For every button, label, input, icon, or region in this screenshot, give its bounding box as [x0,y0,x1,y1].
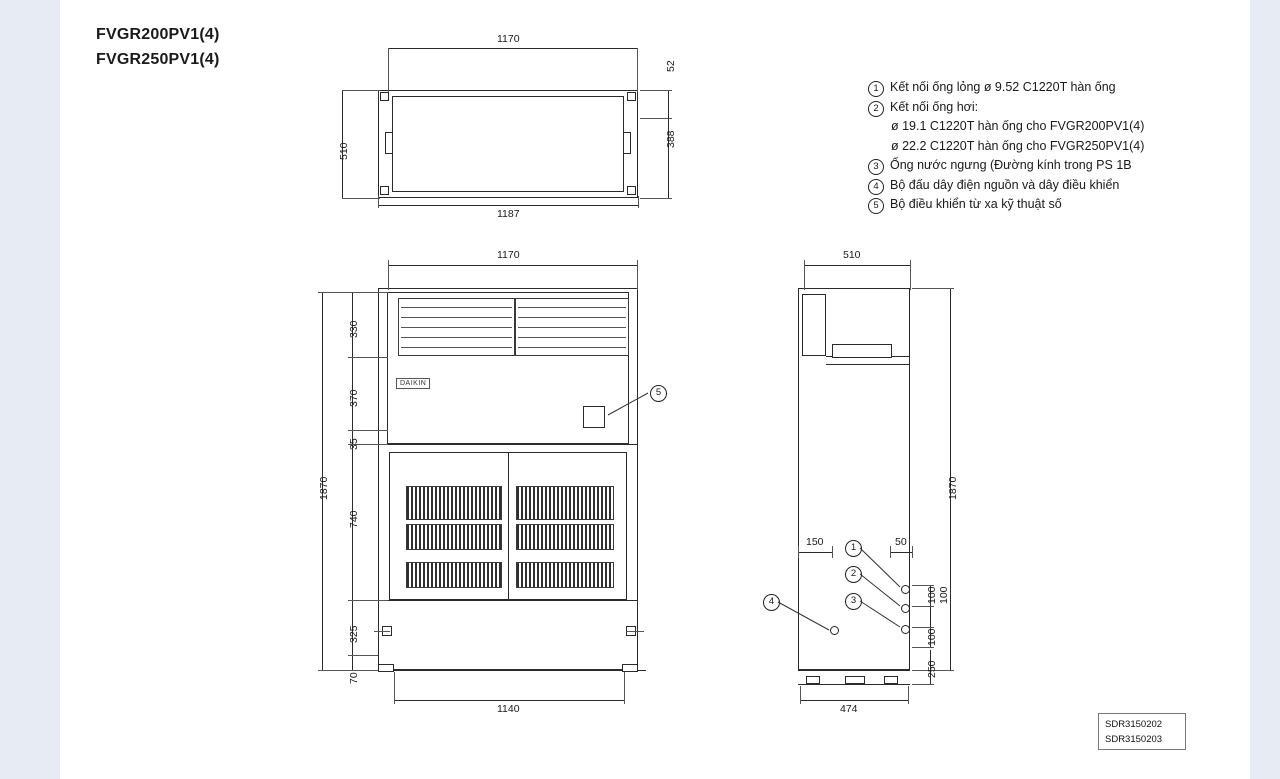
balloon-3-side: 3 [845,593,862,610]
side-view-foot-base-line [798,684,910,685]
top-dim-1170-line [388,48,638,49]
top-dim-52-label: 52 [665,60,677,72]
side-view-coil [802,294,826,356]
front-dim-1170-label: 1170 [497,249,520,261]
callout-number-5: 5 [868,198,884,214]
top-dim-388-ext-b [640,198,672,199]
side-dim-510-ext-l [804,260,805,290]
top-view-handle-left [385,132,393,154]
legend-item-1 [868,78,1198,98]
side-dim-510-line [804,265,910,266]
front-view-louver-block [398,298,515,356]
side-chain-tick-606 [912,606,934,607]
side-dim-1870-ext-t [912,288,954,289]
top-dim-510-ext-t [342,90,380,91]
front-view-louver-block-2 [515,298,629,356]
side-dim-50-line [890,552,912,553]
front-dim-740-label: 740 [348,510,360,528]
side-dim-250-ext-b [912,684,934,685]
legend-item-1-text: Kết nối ống lỏng ø 9.52 C1220T hàn ống [890,80,1116,94]
balloon-5-front: 5 [650,385,667,402]
front-view-grille-right-2 [516,524,614,550]
side-chain-tick-647 [912,647,934,648]
side-view-foot-left [806,676,820,684]
front-dim-1870-label: 1870 [318,476,330,500]
side-dim-510-ext-r [910,260,911,290]
side-dim-150-ext-r [832,546,833,558]
front-dim-1870-ext-t [318,292,352,293]
top-view-bracket-tr [627,92,636,101]
side-view-foot-right [884,676,898,684]
legend-item-2-sub-1: ø 19.1 C1220T hàn ống cho FVGR200PV1(4) [891,119,1145,133]
top-dim-1170-ext-l [388,48,389,92]
balloon-1-side: 1 [845,540,862,557]
side-dim-50-ext-l [890,546,891,558]
top-view-inner-panel [392,96,624,192]
side-dim-100-c-label: 100 [926,628,938,646]
drawing-code-box [1098,713,1186,750]
front-view-base-pad-right [622,664,638,672]
top-dim-510-ext-b [342,198,380,199]
side-dim-150-label: 150 [806,536,824,548]
callout-number-2: 2 [868,101,884,117]
front-dim-1140-label: 1140 [497,703,520,715]
legend-item-4 [868,176,1198,196]
top-view-bracket-bl [380,186,389,195]
top-dim-52-line [668,90,669,118]
front-dim-1170-line [388,265,638,266]
side-view-inner-plate [832,344,892,358]
top-view-bracket-tl [380,92,389,101]
front-view-grille-right-3 [516,562,614,588]
front-dim-1870-ext-b [318,670,352,671]
front-dim-chain-line [352,292,353,670]
front-dim-1140-line [394,700,624,701]
front-chain-tick-357 [348,357,388,358]
side-dim-1870-label: 1870 [947,476,959,500]
side-dim-150-line [798,552,832,553]
front-dim-325-label: 325 [348,625,360,643]
side-dim-474-line [800,700,908,701]
side-dim-150-ext-l [798,546,799,558]
legend-item-3-text: Ống nước ngưng (Đường kính trong PS 1B [890,158,1132,172]
balloon-2-side: 2 [845,566,862,583]
front-dim-35-label: 35 [348,438,360,450]
front-view-grille-right-1 [516,486,614,520]
side-dim-474-ext-r [908,686,909,704]
side-dim-50-label: 50 [895,536,907,548]
front-view-remote-controller [583,406,605,428]
drawing-code-1: SDR3150202 [1105,719,1163,730]
callout-number-1: 1 [868,81,884,97]
front-chain-tick-670 [348,670,378,671]
front-view-foot-line [370,670,646,671]
legend-list [868,78,1198,215]
legend-item-4-text: Bộ đấu dây điện nguồn và dây điều khiển [890,177,1120,192]
front-view-grille-left-3 [406,562,502,588]
model-title-block [96,22,220,72]
top-dim-1187-ext-r [638,196,639,208]
model-name-1: FVGR200PV1(4) [96,26,220,43]
side-dim-100-a-label: 100 [926,586,938,604]
front-dim-1170-ext-r [637,260,638,290]
legend-item-3 [868,156,1198,176]
legend-item-5 [868,195,1198,215]
legend-item-2-text: Kết nối ống hơi: [890,99,979,114]
legend-item-2 [868,98,1198,118]
front-dim-330-label: 330 [348,320,360,338]
front-dim-70-label: 70 [348,672,360,684]
legend-item-2-sub-2: ø 22.2 C1220T hàn ống cho FVGR250PV1(4) [891,138,1145,153]
top-view-bracket-br [627,186,636,195]
front-view-grille-left-2 [406,524,502,550]
connection-point-gas [901,604,910,613]
side-view-shelf-2 [826,364,910,365]
front-dim-1140-ext-l [394,672,395,704]
model-name-2: FVGR250PV1(4) [96,51,220,68]
front-view-base-line [378,600,638,601]
front-view-divider-35 [378,444,638,445]
side-dim-100-b-label: 100 [938,586,950,604]
front-view-grille-left-1 [406,486,502,520]
side-view-foot-mid [845,676,865,684]
top-dim-510-label: 510 [338,142,350,160]
drawing-code-2: SDR3150203 [1105,734,1163,745]
front-view-base-pad-left [378,664,394,672]
callout-number-4: 4 [868,179,884,195]
front-view-grille-split [508,452,509,600]
front-dim-1140-ext-r [624,672,625,704]
top-dim-388-label: 388 [665,130,677,148]
side-dim-474-ext-l [800,686,801,704]
side-dim-474-label: 474 [840,703,858,715]
front-chain-tick-655 [348,655,378,656]
front-view-foot-center-l [374,631,390,632]
side-dim-250-label: 250 [926,660,938,678]
top-dim-1187-label: 1187 [497,208,520,220]
front-chain-tick-292 [348,292,388,293]
side-view-base-line [798,670,910,671]
balloon-4-side: 4 [763,594,780,611]
right-margin-band [1250,0,1280,779]
front-chain-tick-600 [348,600,388,601]
top-dim-52-ext-t [640,90,672,91]
legend-item-5-text: Bộ điều khiển từ xa kỹ thuật số [890,197,1062,211]
connection-point-wiring [830,626,839,635]
top-dim-1170-ext-r [637,48,638,92]
callout-number-3: 3 [868,159,884,175]
top-view-handle-right [623,132,631,154]
left-margin-band [0,0,60,779]
front-view-foot-center-r [626,631,644,632]
side-dim-510-label: 510 [843,249,861,261]
brand-logo: DAIKIN [396,378,430,389]
top-dim-1170-label: 1170 [497,33,520,45]
front-dim-1170-ext-l [388,260,389,290]
top-dim-1187-line [378,205,638,206]
front-chain-tick-430 [348,430,388,431]
connection-point-liquid [901,585,910,594]
side-dim-50-ext-r [912,546,913,558]
connection-point-drain [901,625,910,634]
front-dim-370-label: 370 [348,389,360,407]
